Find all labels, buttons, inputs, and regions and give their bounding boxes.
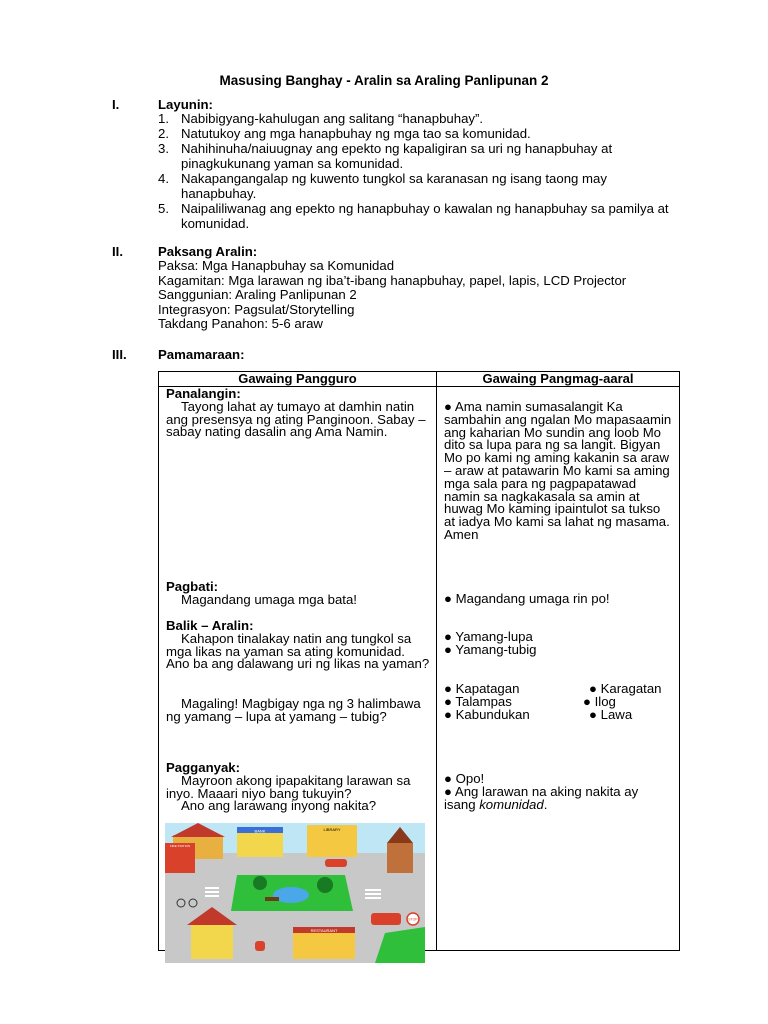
objective-item: 3. Nahihinuha/naiuugnay ang epekto ng kapaligiran sa uri ng hanapbuhay at pinagkukunang yaman sa komunidad. [158,141,613,171]
example-item: ● Kabundukan [444,706,530,722]
teacher-column [159,387,437,951]
reference-line: Sanggunian: Araling Panlipunan 2 [158,287,357,303]
integration-line: Integrasyon: Pagsulat/Storytelling [158,301,355,317]
balik-aralin-text: Kahapon tinalakay natin ang tungkol sa mga likas na yaman sa ating komunidad. Ano ba ang dalawang uri ng likas na yaman? [166,630,430,672]
example-item: ● Ilog [583,693,616,709]
section3-number: III. [112,347,127,362]
objective-item: 4. Nakapangangalap ng kuwento tungkol sa karanasan ng isang taong may hanapbuhay. [158,171,607,201]
pagganyak-responses [444,773,673,811]
example-item: ● Karagatan [589,681,662,696]
pagbati-block [166,581,430,607]
panalangin-heading: Panalangin: [166,386,241,401]
example-item: ● Lawa [589,706,633,722]
examples-list [444,683,673,721]
objective-item: 5. Naipaliliwanag ang epekto ng hanapbuhay o kawalan ng hanapbuhay sa pamilya at komunidad. [158,201,669,231]
objective-item: 2. Natutukoy ang mga hanapbuhay ng mga tao sa komunidad. [158,126,531,141]
page-title: Masusing Banghay - Aralin sa Araling Panlipunan 2 [219,73,549,88]
pagganyak-response-1: ● Opo! [444,771,485,786]
balik-response-2: ● Yamang-tubig [444,641,537,657]
objectives-list [158,111,698,231]
pagganyak-block [166,762,430,813]
example-item: ● Talampas [444,693,512,709]
prayer-response: ● Ama namin sumasalangit Ka sambahin ang ngalan Mo mapasaamin ang kaharian Mo sundin ang loob Mo dito sa lupa para ng sa langit. Bigyan Mo po kami ng aming kakanin sa araw – araw at patawarin Mo kami sa aming mga sala para ng pagpapatawad namin sa nagkakasala sa amin at huwag Mo kaming ipaintulot sa tukso at iadya Mo kami sa lahat ng masama. Amen [444,399,672,542]
pagbati-text: Magandang umaga mga bata! [181,591,357,607]
community-illustration [165,823,425,963]
duration-line: Takdang Panahon: 5-6 araw [158,316,323,332]
bank-label: BANK [254,828,266,834]
magaling-block [166,698,430,724]
pagganyak-text-2: Ano ang larawang inyong nakita? [181,798,377,814]
pagganyak-heading: Pagganyak: [166,760,241,775]
fire-station-label: FIRE STATION [169,844,191,848]
teacher-column-header: Gawaing Pangguro [159,372,437,387]
section3-heading: Pamamaraan: [158,347,245,362]
restaurant-label: RESTAURANT [310,928,338,933]
balik-aralin-responses [444,631,673,657]
panalangin-block [166,388,430,439]
student-column-header: Gawaing Pangmag-aaral [437,372,680,387]
library-label: LIBRARY [323,827,341,832]
panalangin-text: Tayong lahat ay tumayo at damhin natin ang presensya ng ating Panginoon. Sabay – sabay nating dasalin ang Ama Namin. [166,398,426,440]
student-column [437,387,680,951]
balik-aralin-block [166,620,430,671]
stop-sign-label: STOP [408,917,418,922]
pagganyak-response-2: ● Ang larawan na aking nakita ay isang komunidad. [444,783,639,812]
magaling-text: Magaling! Magbigay nga ng 3 halimbawa ng yamang – lupa at yamang – tubig? [166,696,421,724]
pagganyak-text-1: Mayroon akong ipapakitang larawan sa inyo. Maaari niyo bang tukuyin? [166,772,411,801]
pagbati-heading: Pagbati: [166,579,219,594]
topic-details [158,259,626,332]
objective-item: 1. Nabibigyang-kahulugan ang salitang “hanapbuhay”. [158,111,484,126]
section2-heading: Paksang Aralin: [158,244,258,259]
balik-aralin-heading: Balik – Aralin: [166,618,254,633]
procedure-table [158,371,680,951]
example-item: ● Kapatagan [444,681,520,696]
pagbati-response: ● Magandang umaga rin po! [444,591,610,606]
materials-line: Kagamitan: Mga larawan ng iba’t-ibang hanapbuhay, papel, lapis, LCD Projector [158,272,627,288]
section1-number: I. [112,97,120,112]
balik-response-1: ● Yamang-lupa [444,629,533,644]
section1-heading: Layunin: [158,97,213,112]
topic-line: Paksa: Mga Hanapbuhay sa Komunidad [158,258,395,273]
section2-number: II. [112,244,123,259]
